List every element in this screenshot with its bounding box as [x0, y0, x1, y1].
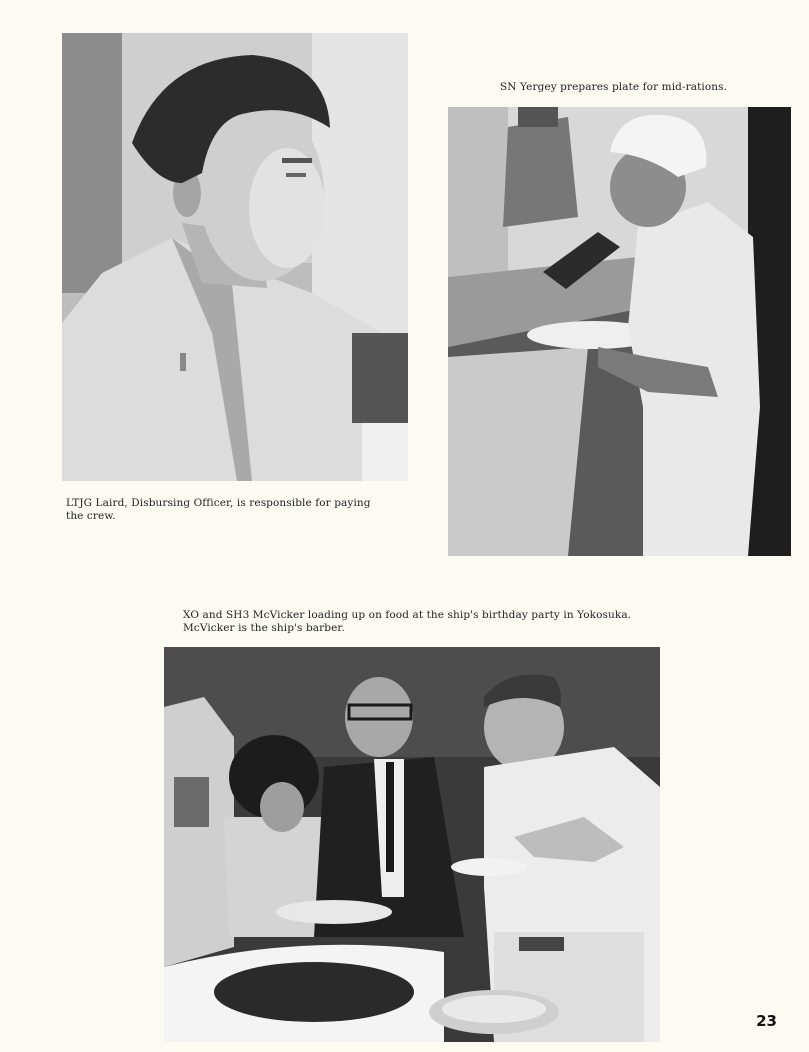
caption-line: the crew. — [66, 510, 116, 522]
photo-yergey — [448, 107, 791, 556]
page-number: 23 — [756, 1012, 777, 1030]
caption-line: McVicker is the ship's barber. — [183, 622, 345, 634]
photo-party — [164, 647, 660, 1042]
caption-laird — [66, 497, 371, 523]
caption-line: LTJG Laird, Disbursing Officer, is responsible for paying — [66, 497, 371, 509]
caption-line: XO and SH3 McVicker loading up on food at the ship's birthday party in Yokosuka. — [183, 609, 632, 621]
photo-laird — [62, 33, 408, 481]
caption-line: SN Yergey prepares plate for mid-rations. — [500, 81, 728, 93]
caption-party — [183, 609, 631, 635]
caption-yergey — [500, 81, 727, 94]
